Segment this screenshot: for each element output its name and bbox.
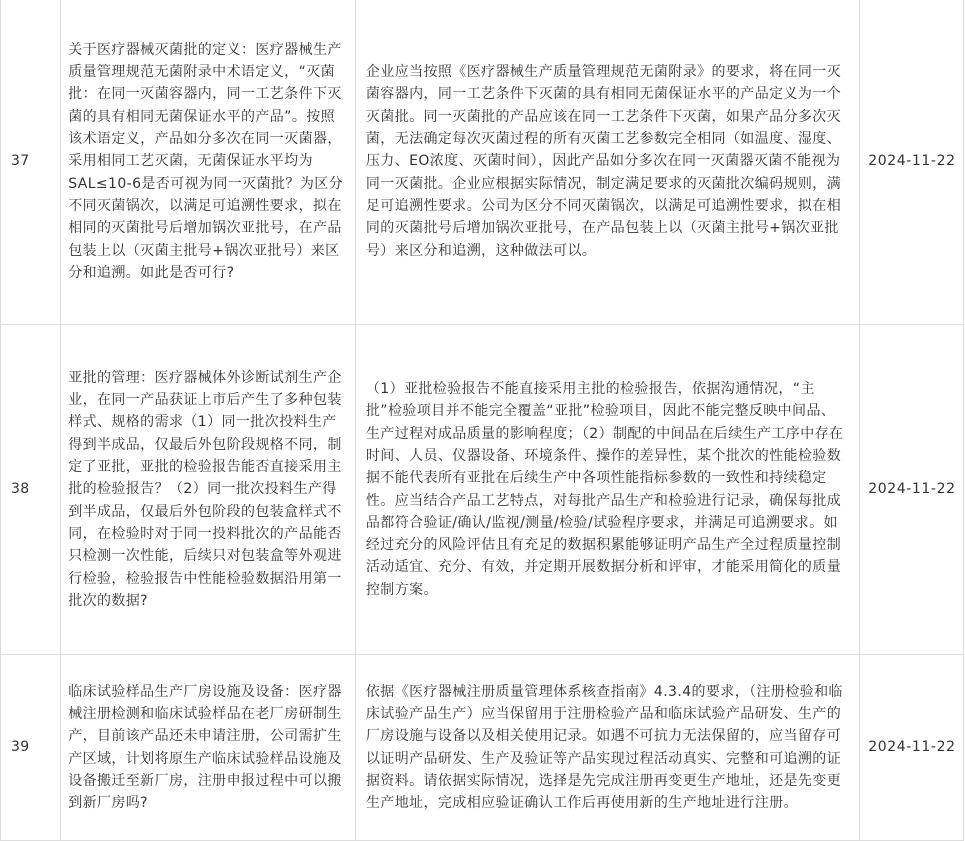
date-text: 2024-11-22: [868, 153, 956, 170]
table-row: [1, 0, 964, 325]
question-cell: [61, 655, 356, 841]
date-text: 2024-11-22: [868, 481, 956, 498]
question-text: 关于医疗器械灭菌批的定义：医疗器械生产质量管理规范无菌附录中术语定义，“灭菌批：在同一灭菌容器内，同一工艺条件下灭菌的具有相同无菌保证水平的产品”。按照该术语定义，产品如分多次在同一灭菌器，采用相同工艺灭菌，无菌保证水平均为SAL≤10-6是否可视为同一灭菌批？为区分不同灭菌锅次，以满足可追溯性要求，拟在相同的灭菌批号后增加锅次亚批号，在产品包装上以（灭菌主批号+锅次亚批号）来区分和追溯。如此是否可行?: [68, 41, 344, 281]
date-text: 2024-11-22: [868, 739, 956, 756]
table-row: [1, 655, 964, 841]
answer-text: 依据《医疗器械注册质量管理体系核查指南》4.3.4的要求，（注册检验和临床试验产品生产）应当保留用于注册检验产品和临床试验产品研发、生产的厂房设施与设备以及相关使用记录。如遇不可抗力无法保留的，应当留存可以证明产品研发、生产及验证等产品实现过程活动真实、完整和可追溯的证据资料。请依据实际情况，选择是先完成注册再变更生产地址，还是先变更生产地址，完成相应验证确认工作后再使用新的生产地址进行注册。: [365, 683, 843, 812]
row-number: 37: [11, 153, 30, 170]
question-cell: [61, 0, 356, 325]
date-cell: [860, 325, 964, 655]
row-number-cell: [1, 0, 61, 325]
answer-text: 企业应当按照《医疗器械生产质量管理规范无菌附录》的要求，将在同一灭菌容器内，同一工艺条件下灭菌的具有相同无菌保证水平的产品定义为一个灭菌批。同一灭菌批的产品应该在同一工艺条件下灭菌，如果产品分多次灭菌，无法确定每次灭菌过程的所有灭菌工艺参数完全相同（如温度、湿度、压力、EO浓度、灭菌时间），因此产品如分多次在同一灭菌器灭菌不能视为同一灭菌批。企业应根据实际情况，制定满足要求的灭菌批次编码规则，满足可追溯性要求。公司为区分不同灭菌锅次，以满足可追溯性要求，拟在相同的灭菌批号后增加锅次亚批号，在产品包装上以（灭菌主批号+锅次亚批号）来区分和追溯，这种做法可以。: [365, 64, 842, 259]
table-row: [1, 325, 964, 655]
row-number-cell: [1, 325, 61, 655]
row-number: 39: [11, 739, 30, 756]
question-cell: [61, 325, 356, 655]
question-text: 亚批的管理：医疗器械体外诊断试剂生产企业，在同一产品获证上市后产生了多种包装样式、规格的需求（1）同一批次投料生产得到半成品，仅最后外包阶段规格不同，制定了亚批，亚批的检验报告能否直接采用主批的检验报告？（2）同一批次投料生产得到半成品，仅最后外包阶段的包装盒样式不同，在检验时对于同一投料批次的产品能否只检测一次性能，后续只对包装盒等外观进行检验，检验报告中性能检验数据沿用第一批次的数据?: [68, 369, 342, 609]
date-cell: [860, 655, 964, 841]
date-cell: [860, 0, 964, 325]
question-text: 临床试验样品生产厂房设施及设备：医疗器械注册检测和临床试验样品在老厂房研制生产，目前该产品还未申请注册，公司需扩生产区域，计划将原生产临床试验样品设施及设备搬迁至新厂房，注册申报过程中可以搬到新厂房吗?: [68, 683, 342, 812]
row-number-cell: [1, 655, 61, 841]
answer-cell: [355, 655, 859, 841]
answer-cell: [355, 325, 859, 655]
answer-text: （1）亚批检验报告不能直接采用主批的检验报告，依据沟通情况，“主批”检验项目并不能完全覆盖“亚批”检验项目，因此不能完整反映中间品、生产过程对成品质量的影响程度；（2）制配的中间品在后续生产工序中存在时间、人员、仪器设备、环境条件、操作的差异性，某个批次的性能检验数据不能代表所有亚批在后续生产中各项性能指标参数的一致性和持续稳定性。应当结合产品工艺特点，对每批产品生产和检验进行记录，确保每批成品都符合验证/确认/监视/测量/检验/试验程序要求，并满足可追溯要求。如经过充分的风险评估且有充足的数据积累能够证明产品生产全过程质量控制活动适宜、充分、有效，并定期开展数据分析和评审，才能采用简化的质量控制方案。: [365, 381, 844, 598]
row-number: 38: [11, 481, 30, 498]
answer-cell: [355, 0, 859, 325]
